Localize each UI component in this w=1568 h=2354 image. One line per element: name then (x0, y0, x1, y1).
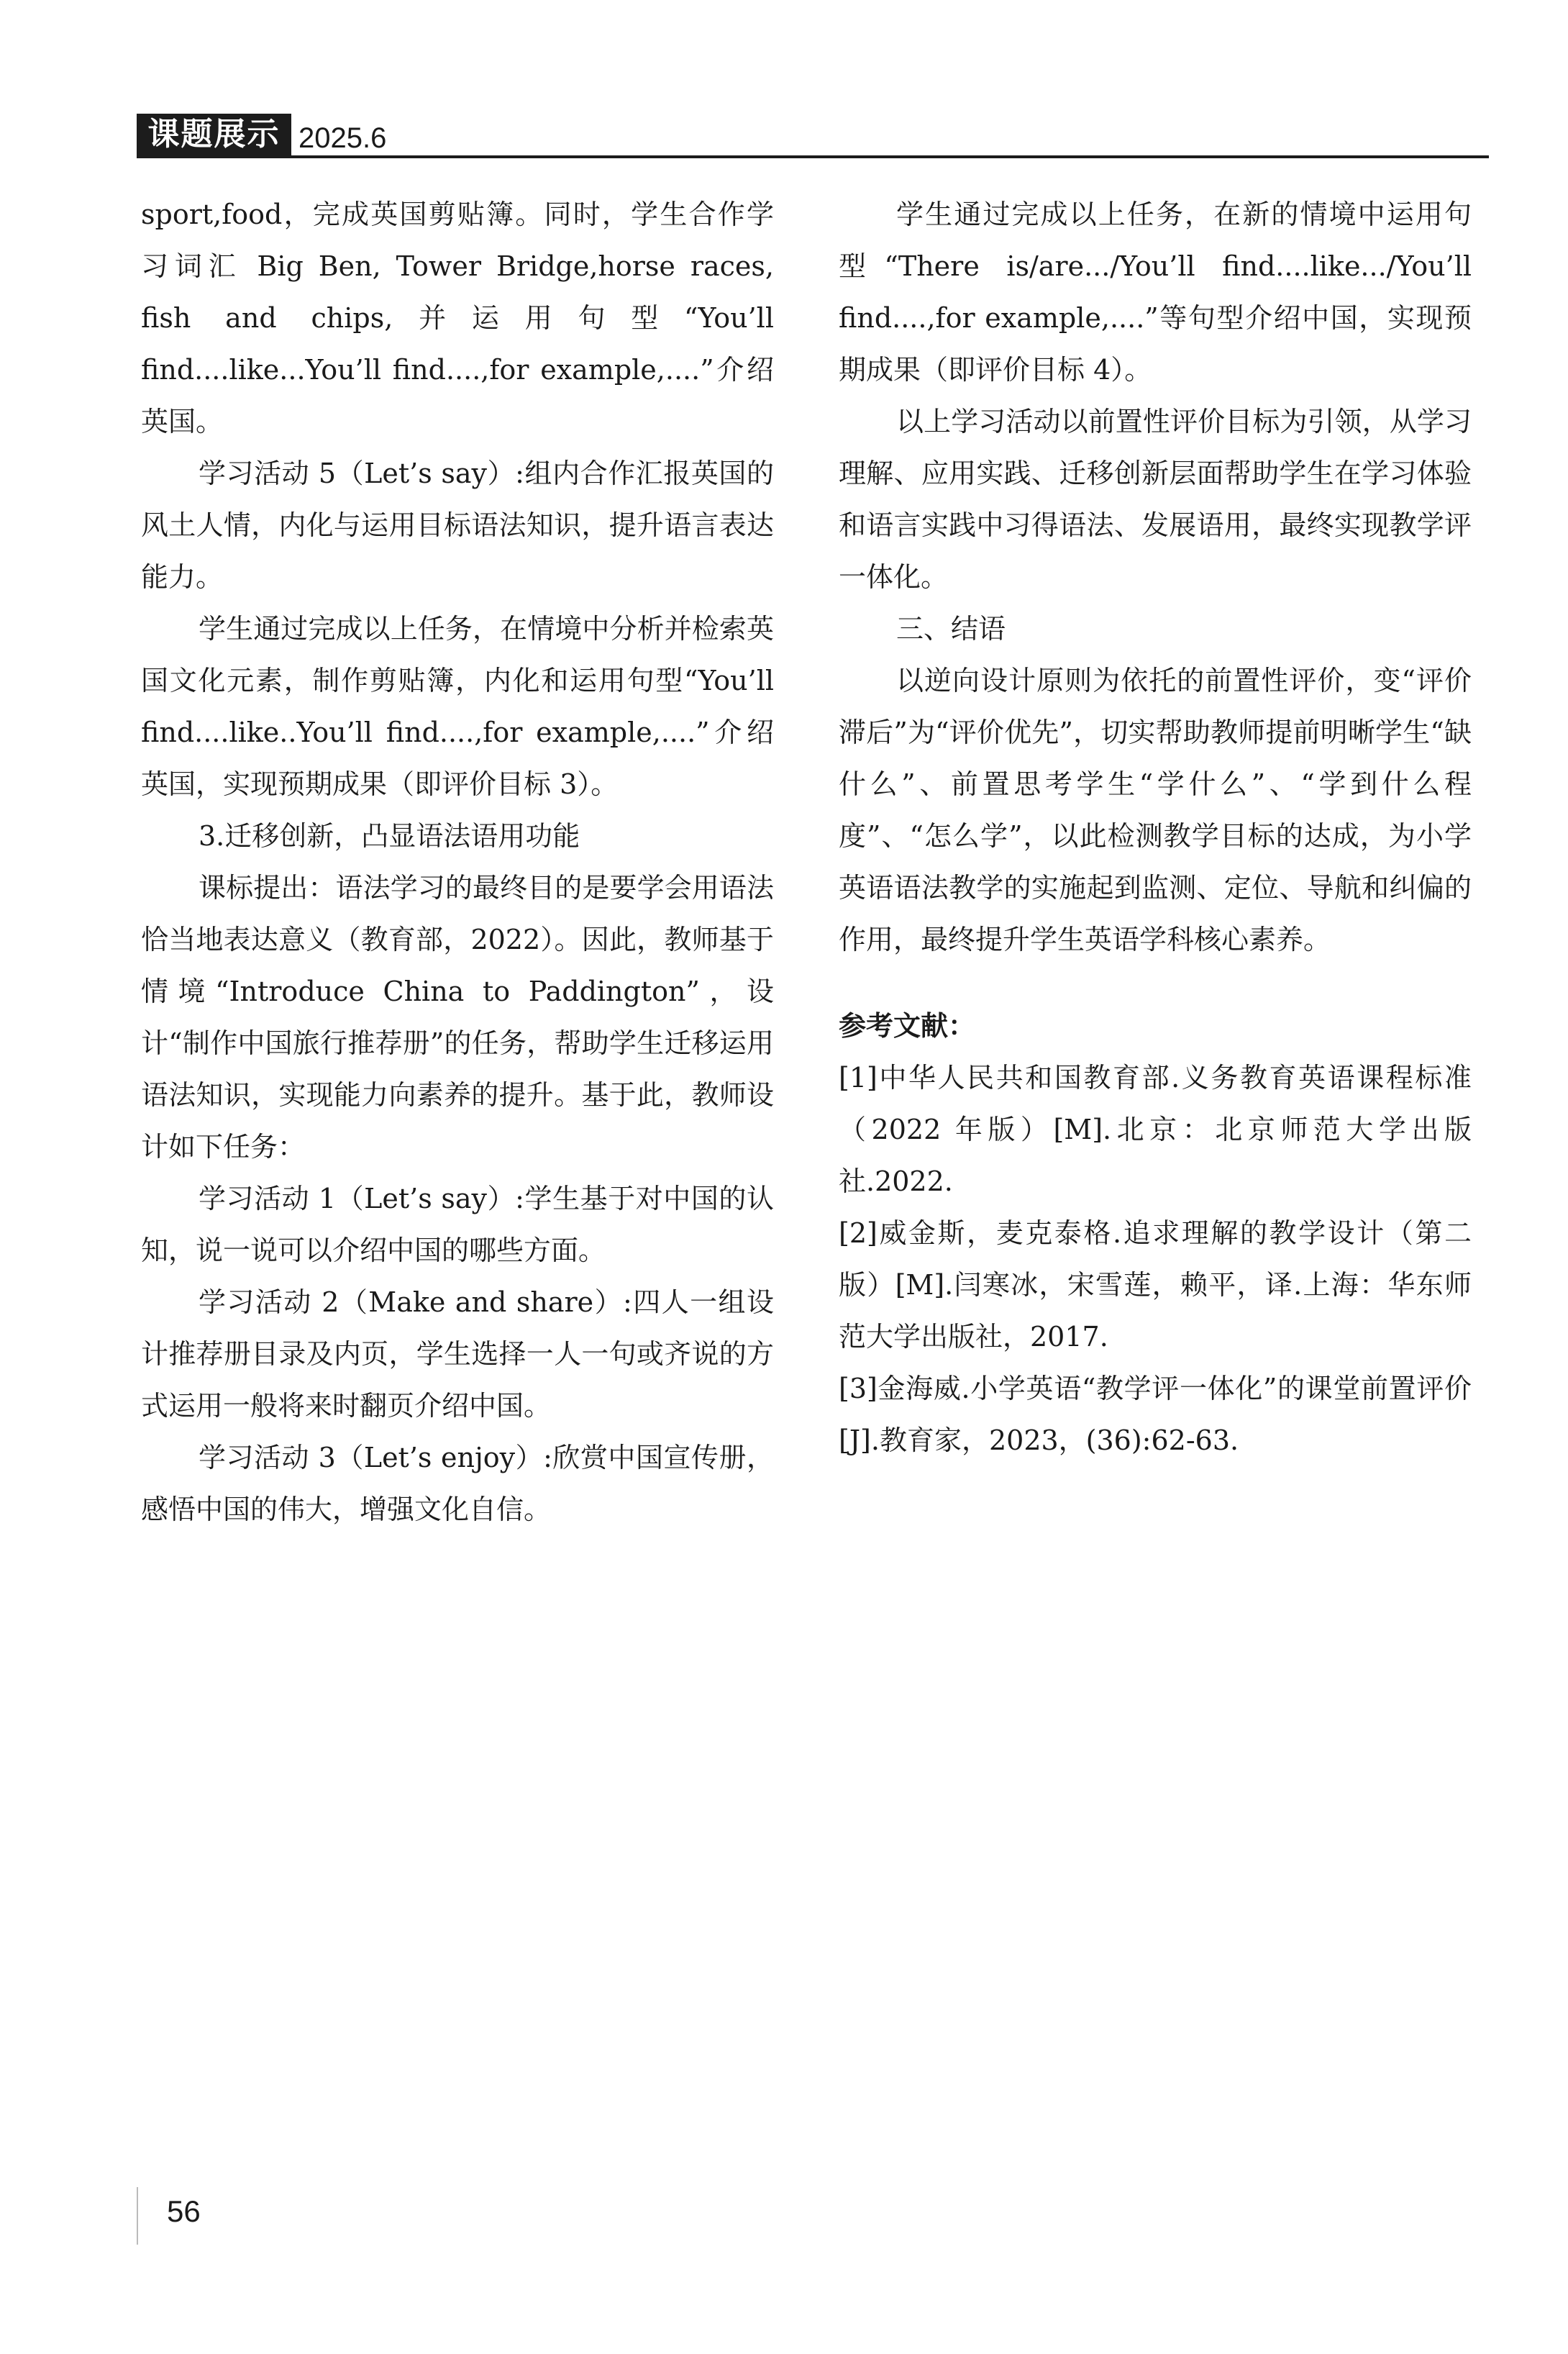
section-heading: 3.迁移创新，凸显语法语用功能 (199, 820, 580, 852)
column-tag: 课题展示 (137, 114, 291, 155)
paragraph: 以上学习活动以前置性评价目标为引领，从学习理解、应用实践、迁移创新层面帮助学生在学习体验和语言实践中习得语法、发展语用，最终实现教学评一体化。 (839, 406, 1472, 593)
references-title: 参考文献： (839, 1010, 976, 1042)
paragraph: 以逆向设计原则为依托的前置性评价，变“评价滞后”为“评价优先”，切实帮助教师提前明晰学生“缺什么”、前置思考学生“学什么”、“学到什么程度”、“怎么学”，以此检测教学目标的达成，为小学英语语法教学的实施起到监测、定位、导航和纠偏的作用，最终提升学生英语学科核心素养。 (839, 665, 1472, 955)
paragraph: 学习活动 5（Let’s say）:组内合作汇报英国的风土人情，内化与运用目标语法知识，提升语言表达能力。 (141, 458, 774, 593)
reference-item: [1]中华人民共和国教育部.义务教育英语课程标准（2022 年版）[M].北京：北京师范大学出版社.2022. (839, 1062, 1472, 1197)
right-column (839, 188, 1472, 1466)
header-rule (137, 155, 1489, 158)
paragraph: 学生通过完成以上任务，在新的情境中运用句型“There is/are.../You’ll find....like.../You’ll find....,for example,....”等句型介绍中国，实现预期成果（即评价目标 4）。 (839, 199, 1472, 386)
reference-item: [3]金海威.小学英语“教学评一体化”的课堂前置评价[J].教育家，2023，(36):62-63. (839, 1373, 1472, 1456)
paragraph: 课标提出：语法学习的最终目的是要学会用语法恰当地表达意义（教育部，2022）。因此，教师基于情境“Introduce China to Paddington”，设计“制作中国旅行推荐册”的任务，帮助学生迁移运用语法知识，实现能力向素养的提升。基于此，教师设计如下任务： (141, 872, 774, 1163)
footer-rule (137, 2187, 138, 2245)
paragraph: 学生通过完成以上任务，在情境中分析并检索英国文化元素，制作剪贴簿，内化和运用句型“You’ll find....like..You’ll find....,for example,....”介绍英国，实现预期成果（即评价目标 3）。 (141, 613, 774, 800)
reference-item: [2]威金斯，麦克泰格.追求理解的教学设计（第二版）[M].闫寒冰，宋雪莲，赖平，译.上海：华东师范大学出版社，2017. (839, 1217, 1472, 1353)
left-column (141, 188, 774, 1535)
paragraph: 学习活动 1（Let’s say）:学生基于对中国的认知，说一说可以介绍中国的哪些方面。 (141, 1183, 774, 1266)
paragraph: 学习活动 2（Make and share）:四人一组设计推荐册目录及内页，学生选择一人一句或齐说的方式运用一般将来时翻页介绍中国。 (141, 1286, 774, 1422)
section-heading: 三、结语 (896, 613, 1006, 645)
page-header (137, 108, 1489, 161)
issue-date: 2025.6 (298, 122, 387, 154)
paragraph: 学习活动 3（Let’s enjoy）:欣赏中国宣传册，感悟中国的伟大，增强文化自信。 (141, 1442, 774, 1525)
paragraph: sport,food，完成英国剪贴簿。同时，学生合作学习词汇 Big Ben, Tower Bridge,horse races, fish and chips,并运用句型“You’ll find....like...You’ll find....,for example,....”介绍英国。 (141, 199, 774, 437)
page-number: 56 (167, 2194, 201, 2228)
